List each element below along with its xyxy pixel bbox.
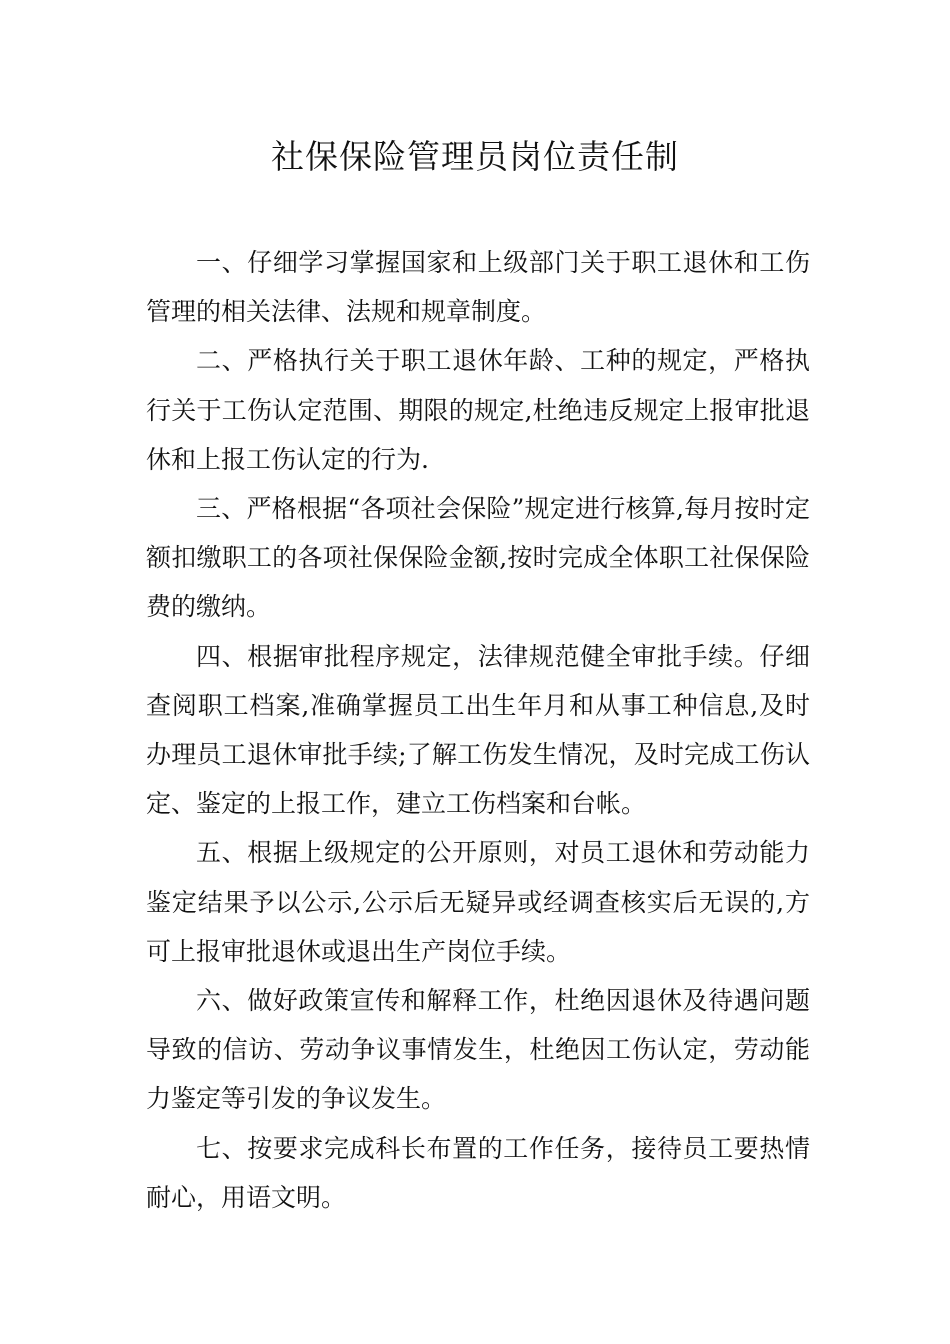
paragraph-3: 三、严格根据“各项社会保险”规定进行核算,每月按时定额扣缴职工的各项社保保险金额,按时完成全体职工社保保险费的缴纳。 [146,494,810,622]
document-title: 社保保险管理员岗位责任制 [271,137,679,176]
paragraph-1: 一、仔细学习掌握国家和上级部门关于职工退休和工伤管理的相关法律、法规和规章制度。 [146,248,810,327]
document-body [146,238,810,1222]
paragraph-6: 六、做好政策宣传和解释工作，杜绝因退休及待遇问题导致的信访、劳动争议事情发生，杜绝因工伤认定，劳动能力鉴定等引发的争议发生。 [146,986,810,1114]
paragraph-5: 五、根据上级规定的公开原则，对员工退休和劳动能力鉴定结果予以公示,公示后无疑异或经调查核实后无误的,方可上报审批退休或退出生产岗位手续。 [146,838,810,966]
paragraph-7: 七、按要求完成科长布置的工作任务，接待员工要热情耐心，用语文明。 [146,1133,810,1212]
paragraph-2: 二、严格执行关于职工退休年龄、工种的规定，严格执行关于工伤认定范围、期限的规定,杜绝违反规定上报审批退休和上报工伤认定的行为. [146,346,810,474]
paragraph-4: 四、根据审批程序规定，法律规范健全审批手续。仔细查阅职工档案,准确掌握员工出生年月和从事工种信息,及时办理员工退休审批手续;了解工伤发生情况，及时完成工伤认定、鉴定的上报工作，建立工伤档案和台帐。 [146,641,810,819]
